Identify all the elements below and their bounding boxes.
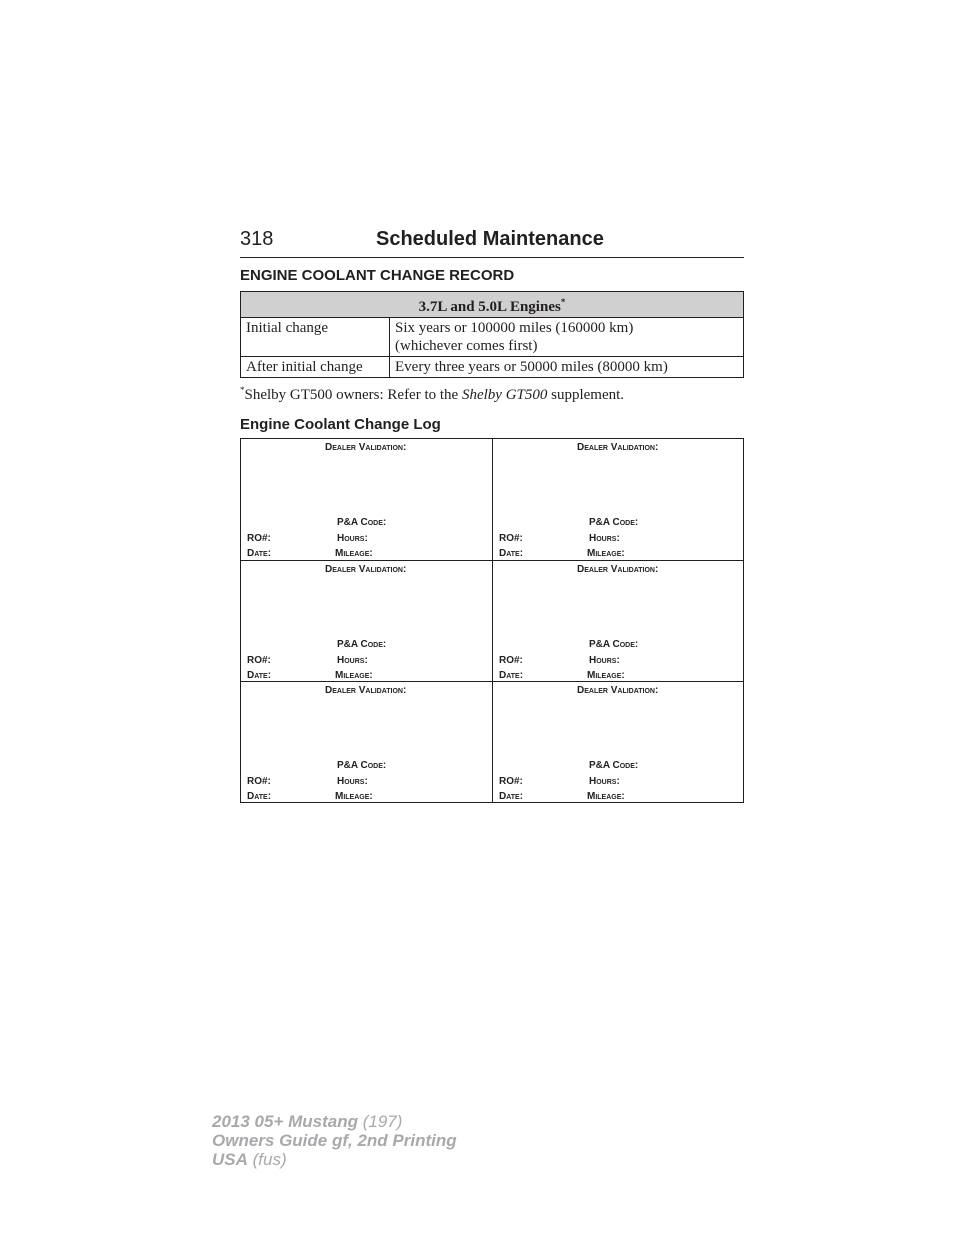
mileage-label: Mileage: — [587, 670, 625, 681]
mileage-label: Mileage: — [587, 791, 625, 802]
date-label: Date: — [499, 791, 524, 802]
pa-code-label: P&A Code: — [337, 639, 387, 650]
dealer-validation-label: Dealer Validation: — [325, 685, 407, 696]
footnote-text: Shelby GT500 owners: Refer to the — [244, 387, 462, 403]
date-label: Date: — [247, 791, 272, 802]
date-label: Date: — [499, 548, 524, 559]
page-header — [240, 228, 744, 258]
section-title: Scheduled Maintenance — [376, 228, 604, 250]
footnote-text-end: supplement. — [547, 387, 625, 403]
pa-code-label: P&A Code: — [337, 517, 387, 528]
row-label: Initial change — [241, 318, 390, 357]
footer-model: 2013 05+ Mustang — [212, 1112, 358, 1131]
pa-code-label: P&A Code: — [589, 639, 639, 650]
row-value-line: (whichever comes first) — [395, 338, 538, 354]
dealer-validation-label: Dealer Validation: — [577, 685, 659, 696]
log-cell — [241, 560, 492, 681]
footer-line — [212, 1112, 457, 1131]
dealer-validation-label: Dealer Validation: — [577, 564, 659, 575]
pa-code-label: P&A Code: — [589, 760, 639, 771]
footer-model-code: (197) — [358, 1112, 403, 1131]
footer-guide: Owners Guide gf, 2nd Printing — [212, 1131, 457, 1150]
coolant-change-table — [240, 291, 744, 378]
table-header-text: 3.7L and 5.0L Engines — [418, 299, 561, 315]
table-row — [241, 357, 744, 378]
ro-label: RO#: — [247, 655, 271, 666]
hours-label: Hours: — [589, 533, 620, 544]
row-value-line: Six years or 100000 miles (160000 km) — [395, 320, 634, 336]
footer-market-code: (fus) — [247, 1150, 287, 1169]
row-value — [390, 318, 744, 357]
hours-label: Hours: — [589, 776, 620, 787]
log-title: Engine Coolant Change Log — [240, 416, 441, 433]
log-cell — [492, 681, 743, 802]
mileage-label: Mileage: — [335, 791, 373, 802]
pa-code-label: P&A Code: — [589, 517, 639, 528]
date-label: Date: — [247, 548, 272, 559]
row-label: After initial change — [241, 357, 390, 378]
footnote — [240, 381, 744, 404]
ro-label: RO#: — [499, 776, 523, 787]
ro-label: RO#: — [247, 533, 271, 544]
footer-line — [212, 1131, 457, 1150]
mileage-label: Mileage: — [587, 548, 625, 559]
record-title: ENGINE COOLANT CHANGE RECORD — [240, 267, 515, 284]
footnote-mark: * — [240, 385, 245, 395]
row-value: Every three years or 50000 miles (80000 km) — [390, 357, 744, 378]
mileage-label: Mileage: — [335, 670, 373, 681]
log-cell — [492, 439, 743, 560]
date-label: Date: — [247, 670, 272, 681]
hours-label: Hours: — [337, 533, 368, 544]
dealer-validation-label: Dealer Validation: — [325, 442, 407, 453]
ro-label: RO#: — [499, 533, 523, 544]
page-number: 318 — [240, 228, 274, 250]
table-header-footnote-mark: * — [560, 297, 566, 307]
log-cell — [492, 560, 743, 681]
footer-line — [212, 1150, 457, 1169]
hours-label: Hours: — [589, 655, 620, 666]
log-cell — [241, 681, 492, 802]
mileage-label: Mileage: — [335, 548, 373, 559]
table-row — [241, 318, 744, 357]
print-footer — [212, 1112, 457, 1169]
page-content — [240, 228, 744, 803]
dealer-validation-label: Dealer Validation: — [325, 564, 407, 575]
footnote-italic: Shelby GT500 — [461, 387, 548, 403]
ro-label: RO#: — [499, 655, 523, 666]
dealer-validation-label: Dealer Validation: — [577, 442, 659, 453]
log-cell — [241, 439, 492, 560]
date-label: Date: — [499, 670, 524, 681]
footer-market: USA — [212, 1150, 248, 1169]
table-header — [241, 292, 744, 318]
ro-label: RO#: — [247, 776, 271, 787]
change-log-grid — [240, 438, 744, 803]
hours-label: Hours: — [337, 776, 368, 787]
hours-label: Hours: — [337, 655, 368, 666]
pa-code-label: P&A Code: — [337, 760, 387, 771]
